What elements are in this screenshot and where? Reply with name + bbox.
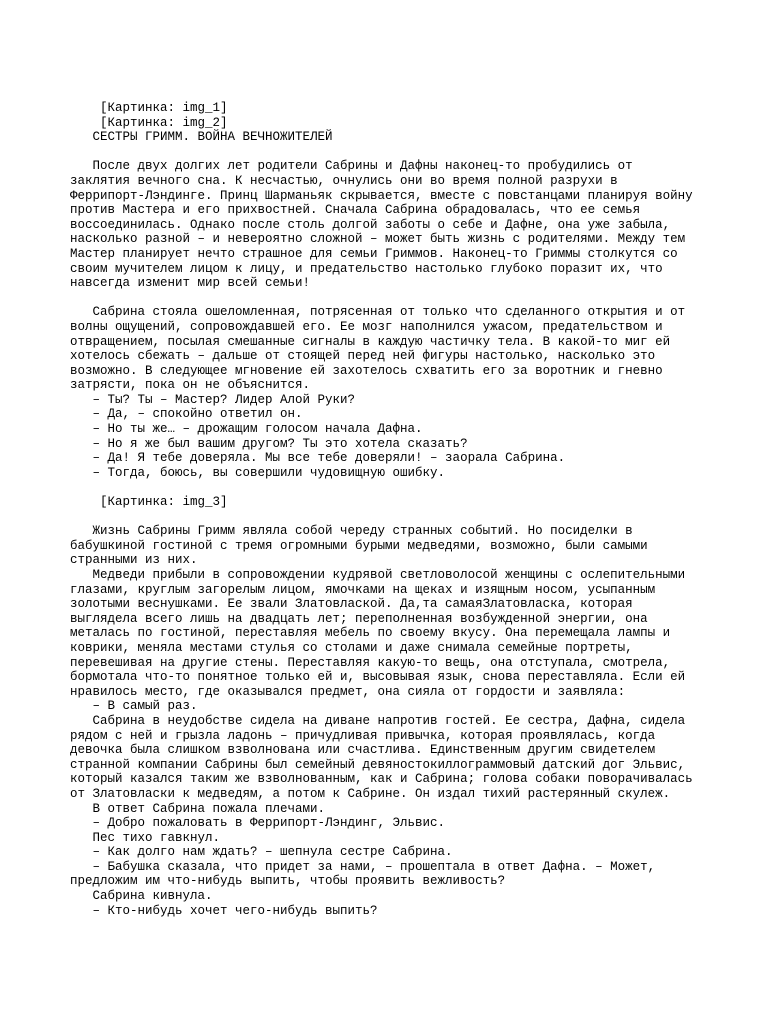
text-line: который казался таким же взволнованным, как и Сабрина; голова собаки поворачивалась xyxy=(70,772,693,787)
text-line: бабушкиной гостиной с тремя огромными бурыми медведями, возможно, были самыми xyxy=(70,538,648,553)
text-line: – Да, – спокойно ответил он. xyxy=(70,407,303,422)
blank-line xyxy=(70,510,760,525)
text-line: – Но ты же… – дрожащим голосом начала Дафна. xyxy=(70,422,423,437)
text-line: После двух долгих лет родители Сабрины и Дафны наконец-то пробудились от xyxy=(70,159,633,174)
text-line: – В самый раз. xyxy=(70,699,198,714)
text-line: – Тогда, боюсь, вы совершили чудовищную ошибку. xyxy=(70,465,446,480)
image-placeholder: [Картинка: img_3] xyxy=(70,495,228,510)
text-line: Сабрина стояла ошеломленная, потрясенная от только что сделанного открытия и от xyxy=(70,305,686,320)
blank-line xyxy=(70,480,760,495)
text-line: отвращением, посылая смешанные сигналы в каждую частичку тела. В какой-то миг ей xyxy=(70,334,671,349)
text-line: бормотала что-то понятное только ей и, высовывая язык, снова переставляла. Если ей xyxy=(70,670,686,685)
text-line: затрясти, пока он не объяснится. xyxy=(70,378,311,393)
text-line: нравилось место, где оказывался предмет, она сияла от гордости и заявляла: xyxy=(70,684,626,699)
text-line: перевешивая на другие стены. Переставляя какую-то вещь, она отступала, смотрела, xyxy=(70,655,671,670)
text-line: заклятия вечного сна. К несчастью, очнулись они во время полной разрухи в xyxy=(70,173,618,188)
text-line: коврики, меняла местами стулья со столами и даже снимала семейные портреты, xyxy=(70,640,633,655)
text-line: рядом с ней и грызла ладонь – причудливая привычка, которая проявлялась, когда xyxy=(70,728,656,743)
text-line: девочка была слишком взволнована или счастлива. Единственным другим свидетелем xyxy=(70,743,656,758)
text-line: глазами, круглым загорелым лицом, ямочками на щеках и изящным носом, усыпанным xyxy=(70,582,656,597)
text-line: Пес тихо гавкнул. xyxy=(70,830,221,845)
blank-line xyxy=(70,145,760,160)
text-line: СЕСТРЫ ГРИММ. ВОЙНА ВЕЧНОЖИТЕЛЕЙ xyxy=(70,130,333,145)
text-line: странной компании Сабрины был семейный девяностокиллограммовый датский дог Эльвис, xyxy=(70,757,686,772)
text-line: хотелось сбежать – дальше от стоящей перед ней фигуры настолько, насколько это xyxy=(70,349,656,364)
text-line: – Ты? Ты – Мастер? Лидер Алой Руки? xyxy=(70,392,356,407)
text-line: Мастер планирует нечто страшное для семьи Гриммов. Наконец-то Гриммы столкутся со xyxy=(70,246,678,261)
image-placeholder: [Картинка: img_2] xyxy=(70,115,228,130)
text-line: – Бабушка сказала, что придет за нами, – прошептала в ответ Дафна. – Может, xyxy=(70,859,656,874)
text-line: от Златовласки к медведям, а потом к Сабрине. Он издал тихий растерянный скулеж. xyxy=(70,786,671,801)
image-placeholder: [Картинка: img_1] xyxy=(70,101,228,115)
text-line: воссоединилась. Однако после столь долгой заботы о себе и Дафне, она уже забыла, xyxy=(70,217,671,232)
text-line: Сабрина в неудобстве сидела на диване напротив гостей. Ее сестра, Дафна, сидела xyxy=(70,713,686,728)
text-line: Медведи прибыли в сопровождении кудрявой светловолосой женщины с ослепительными xyxy=(70,568,686,582)
blank-line xyxy=(70,291,760,306)
text-line: Жизнь Сабрины Гримм являла собой череду странных событий. Но посиделки в xyxy=(70,524,633,539)
text-line: В ответ Сабрина пожала плечами. xyxy=(70,801,326,816)
text-line: против Мастера и его прихвостней. Сначала Сабрина обрадовалась, что ее семья xyxy=(70,203,641,218)
text-line: – Добро пожаловать в Феррипорт-Лэндинг, Эльвис. xyxy=(70,816,446,831)
text-line: – Как долго нам ждать? – шепнула сестре Сабрина. xyxy=(70,845,453,860)
text-line: – Да! Я тебе доверяла. Мы все тебе доверяли! – заорала Сабрина. xyxy=(70,451,566,466)
text-line: навсегда изменит мир всей семьи! xyxy=(70,276,311,291)
document-body xyxy=(70,101,760,918)
text-line: золотыми веснушками. Ее звали Златовлаской. Да,та самаяЗлатовласка, которая xyxy=(70,597,633,612)
text-line: насколько разной – и невероятно сложной – может быть жизнь с родителями. Между тем xyxy=(70,232,686,247)
text-line: Феррипорт-Лэндинге. Принц Шарманьяк скрывается, вместе с повстанцами планируя войну xyxy=(70,188,693,203)
text-line: – Но я же был вашим другом? Ты это хотела сказать? xyxy=(70,436,468,451)
text-line: волны ощущений, сопровождавшей его. Ее мозг наполнился ужасом, предательством и xyxy=(70,319,663,334)
text-line: – Кто-нибудь хочет чего-нибудь выпить? xyxy=(70,903,378,918)
text-line: своим мучителем лицом к лицу, и предательство настолько глубоко поразит их, что xyxy=(70,261,663,276)
text-line: странными из них. xyxy=(70,553,198,568)
text-line: предложим им что-нибудь выпить, чтобы проявить вежливость? xyxy=(70,874,506,889)
text-line: выглядела всего лишь на двадцать лет; переполненная возбужденной энергии, она xyxy=(70,611,648,626)
text-line: металась по гостиной, переставляя мебель по своему вкусу. Она перемещала лампы и xyxy=(70,626,671,641)
text-line: Сабрина кивнула. xyxy=(70,889,213,904)
text-line: возможно. В следующее мгновение ей захотелось схватить его за воротник и гневно xyxy=(70,363,663,378)
